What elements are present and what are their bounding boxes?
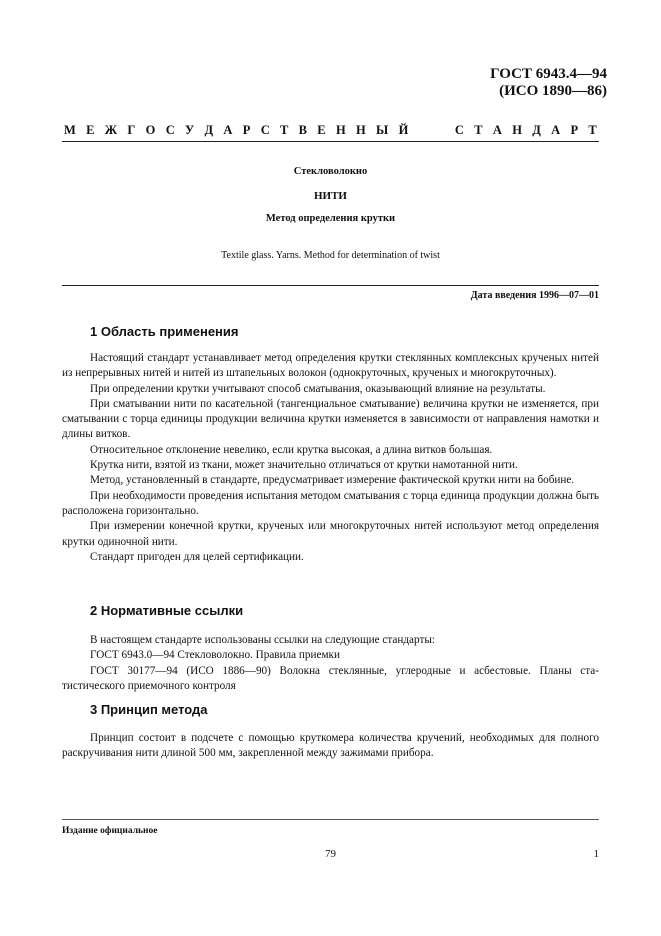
banner-letter: Р: [570, 123, 579, 137]
banner-letter: М: [64, 123, 76, 137]
banner-letter: Е: [317, 123, 326, 137]
paragraph: Настоящий стандарт устанавливает метод определения крутки стеклянных комплексных крученых нитей из непрерывных нитей и нитей из штапельных волокон (однокруточных, крученых и многокруточных).: [62, 352, 599, 380]
banner-letter: А: [551, 123, 561, 137]
banner-gap: [419, 123, 445, 138]
banner-letter: У: [185, 123, 195, 137]
paragraph: ГОСТ 6943.0—94 Стекловолокно. Правила приемки: [90, 649, 340, 662]
banner-letter: О: [145, 123, 156, 137]
paragraph: Крутка нити, взятой из ткани, может значительно отличаться от крутки намотанной нити.: [90, 459, 518, 472]
paragraph: Принцип состоит в подсчете с помощью круткомера количества кручений, необходимых для полного раскручивания нити длиной 500 мм, закрепленной между зажимами прибора.: [62, 732, 599, 760]
banner-letter: Д: [204, 123, 214, 137]
footer-divider: [62, 819, 599, 820]
paragraph: При необходимости проведения испытания методом сматывания с торца единица продукции должна быть расположена горизонтально.: [62, 489, 599, 517]
section-3-body: [62, 731, 599, 762]
title-english: Textile glass. Yarns. Method for determination of twist: [221, 250, 440, 261]
paragraph: Относительное отклонение невелико, если крутка высокая, а длина витков большая.: [90, 443, 493, 456]
banner-letter: С: [454, 123, 464, 137]
sheet-number: 1: [593, 848, 599, 860]
banner-letter: Ж: [104, 123, 118, 137]
interstate-standard-banner: [64, 123, 597, 138]
paragraph: Метод, установленный в стандарте, предусматривает измерение фактической крутки нити на бобине.: [90, 474, 575, 487]
banner-letter: Н: [355, 123, 366, 137]
banner-letter: А: [223, 123, 233, 137]
banner-letter: Н: [335, 123, 346, 137]
page-number: 79: [325, 848, 336, 860]
banner-letter: Р: [242, 123, 251, 137]
title-method: Метод определения крутки: [265, 213, 396, 224]
iso-code: (ИСО 1890—86): [499, 83, 607, 99]
title-category: Стекловолокно: [293, 166, 368, 177]
section-2-heading: 2 Нормативные ссылки: [90, 603, 244, 618]
banner-letter: С: [165, 123, 175, 137]
section-3-heading: 3 Принцип метода: [90, 702, 208, 717]
introduction-date: Дата введения 1996—07—01: [470, 290, 599, 301]
banner-letter: А: [492, 123, 502, 137]
banner-letter: Е: [86, 123, 95, 137]
banner-letter: Й: [398, 123, 409, 137]
edition-label: Издание официальное: [62, 826, 158, 836]
banner-letter: Н: [512, 123, 522, 137]
banner-letter: С: [260, 123, 270, 137]
banner-letter: В: [298, 123, 307, 137]
top-divider: [62, 141, 599, 142]
banner-letter: Т: [474, 123, 483, 137]
banner-letter: Ы: [376, 123, 389, 137]
standard-designation: [490, 66, 607, 100]
paragraph: При определении крутки учитывают способ сматывания, оказывающий влияние на результаты.: [90, 382, 546, 395]
paragraph: При сматывании нити по касательной (тангенциальное сматывание) величина крутки не изменяется, при сматывании с торца единицы продукции величина крутки изменяется в зависимости от направления намотки и длины витков.: [62, 397, 599, 441]
paragraph: ГОСТ 30177—94 (ИСО 1886—90) Волокна стеклянные, углеродные и асбестовые. Планы статистического приемочного контроля: [62, 664, 599, 692]
paragraph: Стандарт пригоден для целей сертификации.: [90, 550, 304, 563]
section-1-heading: 1 Область применения: [90, 324, 239, 339]
banner-letter: Т: [588, 123, 597, 137]
banner-letter: Д: [532, 123, 541, 137]
banner-letter: Т: [280, 123, 289, 137]
banner-letter: Г: [127, 123, 136, 137]
paragraph: При измерении конечной крутки, крученых или многокруточных нитей используют метод определения крутки одиночной нити.: [62, 520, 599, 548]
title-name: НИТИ: [313, 190, 347, 202]
title-divider: [62, 285, 599, 286]
section-1-body: [62, 351, 599, 565]
paragraph: В настоящем стандарте использованы ссылки на следующие стандарты:: [90, 634, 435, 646]
gost-code: ГОСТ 6943.4—94: [490, 66, 607, 82]
section-2-body: [62, 633, 599, 694]
